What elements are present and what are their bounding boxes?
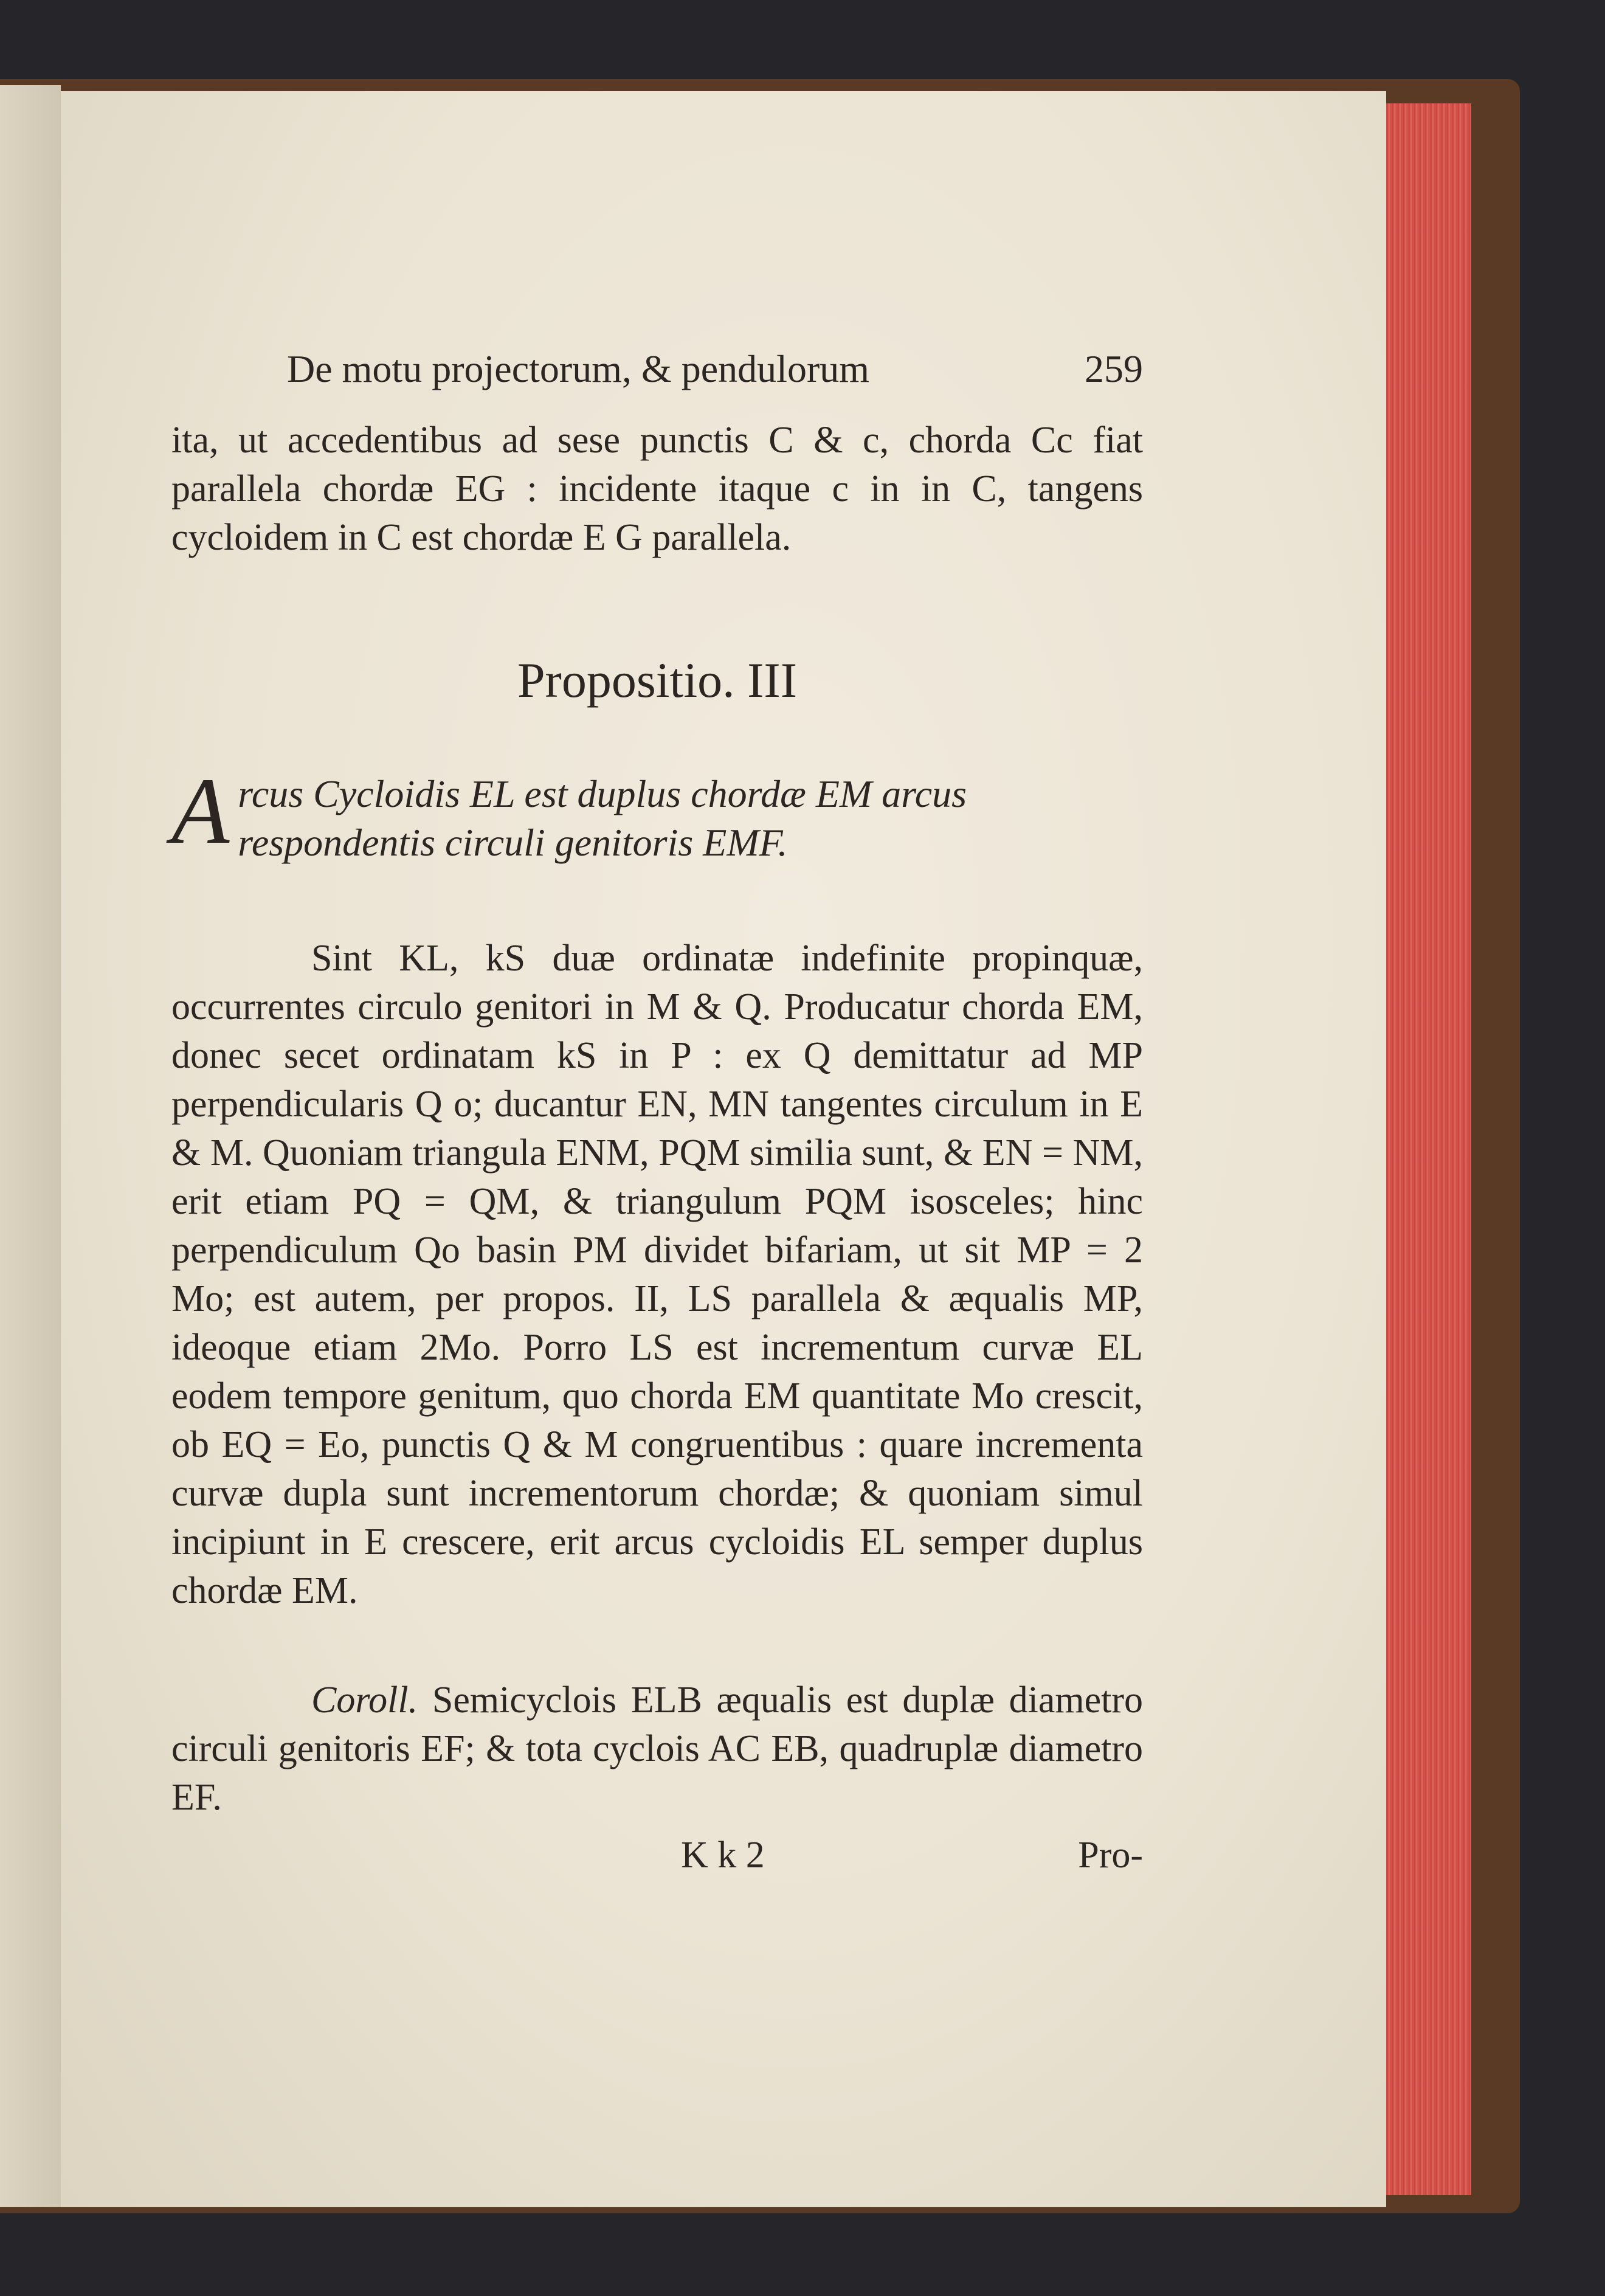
running-head xyxy=(171,347,1143,392)
proposition-enunciation xyxy=(171,758,1143,867)
running-head-title: De motu projectorum, & pendulorum xyxy=(287,347,870,390)
proof-paragraph: Sint KL, kS duæ ordinatæ indefinite propinquæ, occurrentes circulo genitori in M & Q. Producatur chorda EM, donec secet ordinatam kS in P : ex Q demittatur ad MP perpendicularis Q o; ducantur EN, MN tangentes circulum in E & M. Quoniam triangula ENM, PQM similia sunt, & EN = NM, erit etiam PQ = QM, & triangulum PQM isosceles; hinc perpendiculum Qo basin PM dividet bifariam, ut sit MP = 2 Mo; est autem, per propos. II, LS parallela & æqualis MP, ideoque etiam 2Mo. Porro LS est incrementum curvæ EL eodem tempore genitum, quo chorda EM quantitate Mo crescit, ob EQ = Eo, punctis Q & M congruentibus : quare incrementa curvæ dupla sunt incrementorum chordæ; & quoniam simul incipiunt in E crescere, erit arcus cycloidis EL semper duplus chordæ EM. xyxy=(171,938,1143,1611)
corollary-label: Coroll. xyxy=(311,1679,418,1721)
catchword: Pro- xyxy=(1078,1834,1143,1876)
proposition-title: Propositio. III xyxy=(517,652,798,708)
drop-cap: A xyxy=(171,758,230,863)
red-page-edges xyxy=(1380,103,1471,2195)
corollary-paragraph xyxy=(171,1676,1143,1822)
signature-mark: K k 2 xyxy=(681,1834,765,1876)
page-number: 259 xyxy=(1085,347,1143,390)
page-text-block xyxy=(171,347,1143,1877)
page-footer xyxy=(171,1834,1143,1877)
enunciation-text: rcus Cycloidis EL est duplus chordæ EM arcus respondentis circuli genitoris EMF. xyxy=(238,772,967,864)
paragraph-continuation: ita, ut accedentibus ad sese punctis C & c, chorda Cc fiat parallela chordæ EG : incidente itaque c in in C, tangens cycloidem in C est chordæ E G parallela. xyxy=(171,420,1143,558)
facing-page-edge xyxy=(0,85,61,2207)
corollary-text: Semicyclois ELB æqualis est duplæ diametro circuli genitoris EF; & tota cyclois AC EB, quadruplæ diametro EF. xyxy=(171,1679,1144,1818)
